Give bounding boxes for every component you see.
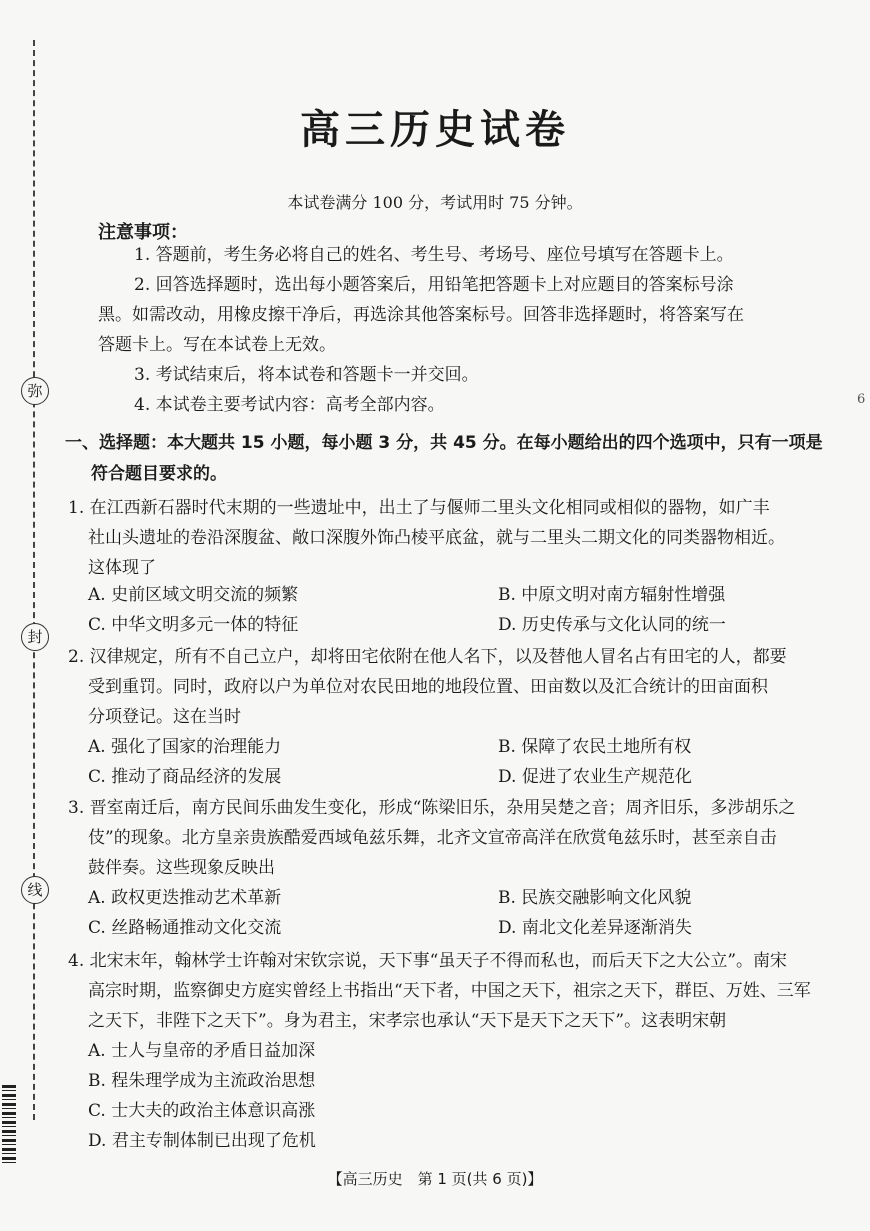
question-1 — [68, 493, 828, 583]
notice-heading: 注意事项： — [98, 222, 188, 243]
exam-info: 本试卷满分 100 分，考试用时 75 分钟。 — [287, 193, 583, 212]
binding-seal-char-1: 弥 — [21, 377, 49, 405]
option-b[interactable]: B. 程朱理学成为主流政治思想 — [88, 1071, 316, 1091]
option-c[interactable]: C. 士大夫的政治主体意识高涨 — [88, 1101, 316, 1121]
section-heading-line-2: 符合题目要求的。 — [91, 464, 227, 484]
option-c[interactable]: C. 推动了商品经济的发展 — [88, 767, 282, 787]
option-a[interactable]: A. 强化了国家的治理能力 — [88, 737, 282, 757]
option-b[interactable]: B. 中原文明对南方辐射性增强 — [498, 585, 726, 605]
option-a[interactable]: A. 士人与皇帝的矛盾日益加深 — [88, 1041, 316, 1061]
question-text: 伎”的现象。北方皇亲贵族酷爱西域龟兹乐舞，北齐文宣帝高洋在欣赏龟兹乐时，甚至亲自击 — [88, 828, 777, 848]
option-a[interactable]: A. 政权更迭推动艺术革新 — [88, 888, 282, 908]
question-text: 社山头遗址的卷沿深腹盆、敞口深腹外饰凸棱平底盆，就与二里头二期文化的同类器物相近。 — [88, 528, 785, 548]
question-text: 鼓伴奏。这些现象反映出 — [88, 858, 275, 878]
section-heading-line-1: 一、选择题：本大题共 15 小题，每小题 3 分，共 45 分。在每小题给出的四个选项中，只有一项是 — [65, 433, 823, 453]
question-1-options — [88, 580, 828, 640]
option-d[interactable]: D. 历史传承与文化认同的统一 — [498, 615, 726, 635]
question-3 — [68, 793, 828, 883]
notice-item: 黑。如需改动，用橡皮擦干净后，再选涂其他答案标号。回答非选择题时，将答案写在 — [98, 305, 744, 325]
question-text: 高宗时期，监察御史方庭实曾经上书指出“天下者，中国之天下，祖宗之天下，群臣、万姓、三军 — [88, 981, 811, 1001]
question-text: 2. 汉律规定，所有不自己立户，却将田宅依附在他人名下，以及替他人冒名占有田宅的人，都要 — [68, 647, 787, 667]
question-text: 之天下，非陛下之天下”。身为君主，宋孝宗也承认“天下是天下之天下”。这表明宋朝 — [88, 1011, 727, 1031]
question-text: 4. 北宋末年，翰林学士许翰对宋钦宗说，天下事“虽天子不得而私也，而后天下之大公立”。南宋 — [68, 951, 788, 971]
question-3-options — [88, 883, 828, 943]
notice-item: 4. 本试卷主要考试内容：高考全部内容。 — [134, 395, 445, 415]
notice-list — [98, 240, 744, 420]
question-text: 1. 在江西新石器时代末期的一些遗址中，出土了与偃师二里头文化相同或相似的器物，如广丰 — [68, 498, 770, 518]
question-text: 3. 晋室南迁后，南方民间乐曲发生变化，形成“陈梁旧乐，杂用吴楚之音；周齐旧乐，多涉胡乐之 — [68, 798, 796, 818]
barcode-strip — [2, 1085, 16, 1165]
question-2-options — [88, 732, 828, 792]
question-text: 受到重罚。同时，政府以户为单位对农民田地的地段位置、田亩数以及汇合统计的田亩面积 — [88, 677, 768, 697]
page-title: 高三历史试卷 — [300, 107, 570, 153]
question-text: 分项登记。这在当时 — [88, 707, 241, 727]
option-c[interactable]: C. 中华文明多元一体的特征 — [88, 615, 299, 635]
page-footer: 【高三历史 第 1 页(共 6 页)】 — [327, 1170, 543, 1188]
notice-item: 3. 考试结束后，将本试卷和答题卡一并交回。 — [134, 365, 479, 385]
notice-item: 1. 答题前，考生务必将自己的姓名、考生号、考场号、座位号填写在答题卡上。 — [134, 245, 734, 265]
notice-item: 答题卡上。写在本试卷上无效。 — [98, 335, 336, 355]
binding-seal-char-3: 线 — [21, 876, 49, 904]
section-heading — [65, 428, 825, 490]
notice-item: 2. 回答选择题时，选出每小题答案后，用铅笔把答题卡上对应题目的答案标号涂 — [134, 275, 734, 295]
option-d[interactable]: D. 君主专制体制已出现了危机 — [88, 1131, 316, 1151]
option-d[interactable]: D. 促进了农业生产规范化 — [498, 767, 692, 787]
question-text: 这体现了 — [88, 558, 156, 578]
option-b[interactable]: B. 民族交融影响文化风貌 — [498, 888, 692, 908]
edge-mark: 6 — [857, 392, 866, 407]
option-c[interactable]: C. 丝路畅通推动文化交流 — [88, 918, 282, 938]
binding-seal-char-2: 封 — [21, 623, 49, 651]
question-4-options — [88, 1036, 828, 1156]
question-2 — [68, 642, 828, 732]
option-d[interactable]: D. 南北文化差异逐渐消失 — [498, 918, 692, 938]
option-a[interactable]: A. 史前区域文明交流的频繁 — [88, 585, 299, 605]
option-b[interactable]: B. 保障了农民土地所有权 — [498, 737, 692, 757]
question-4 — [68, 946, 828, 1036]
